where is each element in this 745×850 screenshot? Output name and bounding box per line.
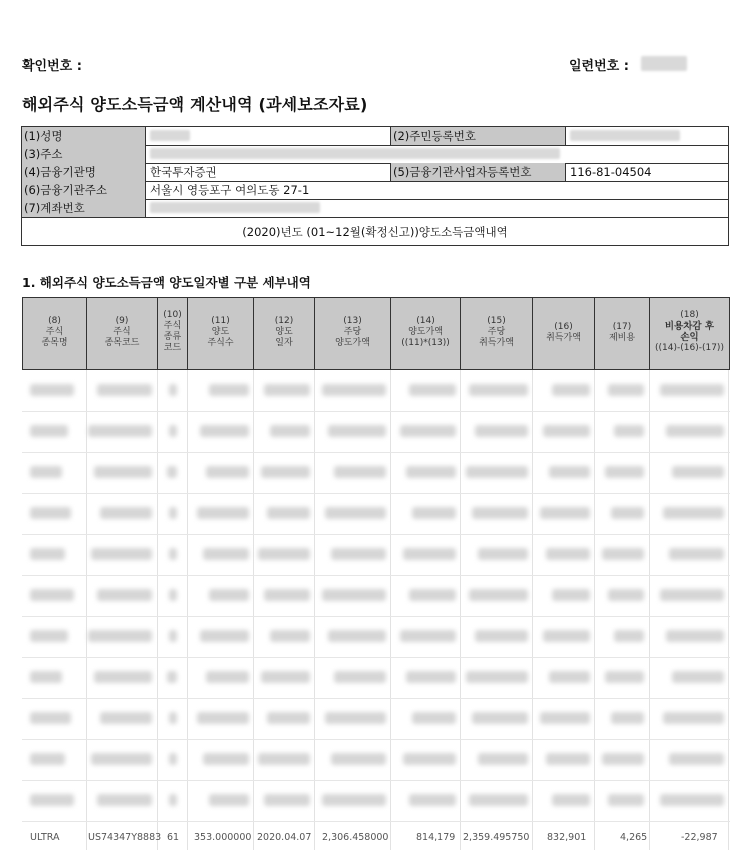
redacted-cell (605, 671, 644, 683)
redacted-cell (325, 507, 386, 519)
redacted-cell (197, 507, 249, 519)
redacted-cell (30, 671, 62, 683)
redacted-cell (549, 466, 590, 478)
redacted-cell (169, 712, 177, 724)
redacted-cell (197, 712, 249, 724)
table-header (22, 297, 730, 370)
redacted-cell (602, 753, 644, 765)
redacted-cell (400, 425, 456, 437)
redacted-cell (660, 589, 724, 601)
redacted-cell (611, 507, 644, 519)
col-header-pnl: (18) 비용차감 후 손익 ((14)-(16)-(17)) (655, 310, 724, 353)
redacted-cell (30, 589, 74, 601)
col-header-stock-name: (8) 주식 종목명 (23, 298, 87, 369)
redacted-cell (409, 589, 456, 601)
redacted-cell (400, 630, 456, 642)
address-value (146, 145, 728, 163)
redacted-row (22, 493, 730, 535)
redacted-cell (552, 794, 590, 806)
redacted-cell (203, 753, 249, 765)
redacted-cell (475, 630, 528, 642)
redacted-cell (261, 671, 310, 683)
redacted-cell (100, 712, 152, 724)
redacted-cell (478, 548, 528, 560)
col-header-cost: (16) 취득가액 (533, 298, 595, 369)
redacted-cell (331, 548, 386, 560)
redacted-cell (30, 712, 71, 724)
redacted-cell (169, 425, 177, 437)
inst-address-label: (6)금융기관주소 (22, 181, 146, 199)
redacted-cell (614, 425, 644, 437)
col-header-date: (12) 양도 일자 (254, 298, 315, 369)
redacted-cell (200, 630, 249, 642)
redacted-cell (608, 384, 644, 396)
redacted-row (22, 575, 730, 617)
redacted-cell (169, 507, 177, 519)
redacted-cell (322, 384, 386, 396)
redacted-row (22, 698, 730, 740)
redacted-row (22, 739, 730, 781)
col-header-unit-cost: (15) 주당 취득가액 (461, 298, 533, 369)
redacted-cell (270, 630, 310, 642)
redacted-cell (409, 794, 456, 806)
redacted-cell (672, 671, 724, 683)
redacted-cell (469, 794, 528, 806)
redacted-cell (30, 384, 74, 396)
cell-unit-cost: 2,359.495750 (463, 832, 530, 843)
redacted-cell (469, 384, 528, 396)
col-header-stock-type: (10) 주식 종류 코드 (158, 298, 188, 369)
table-body (22, 370, 730, 850)
redacted-cell (469, 589, 528, 601)
redacted-row (22, 657, 730, 699)
redacted-cell (666, 425, 724, 437)
redacted-cell (666, 630, 724, 642)
col-header-stock-code: (9) 주식 종목코드 (87, 298, 158, 369)
redacted-cell (663, 712, 724, 724)
redacted-cell (660, 794, 724, 806)
redacted-cell (94, 671, 152, 683)
cell-cost: 832,901 (547, 832, 587, 843)
redacted-cell (97, 384, 152, 396)
redacted-cell (169, 753, 177, 765)
redacted-cell (203, 548, 249, 560)
redacted-cell (169, 548, 177, 560)
redacted-cell (406, 466, 456, 478)
table-row (22, 828, 730, 848)
redacted-row (22, 452, 730, 494)
redacted-cell (91, 548, 152, 560)
redacted-cell (543, 630, 590, 642)
redacted-cell (611, 712, 644, 724)
cell-stock-code: US74347Y8883 (88, 832, 162, 843)
redacted-cell (403, 548, 456, 560)
redacted-cell (540, 507, 590, 519)
account-value (146, 199, 728, 217)
redacted-cell (209, 794, 249, 806)
institution-value: 한국투자증권 (150, 165, 217, 179)
col-header-fees: (17) 제비용 (595, 298, 650, 369)
period-caption: (2020)년도 (01~12월(확정신고))양도소득금액내역 (242, 225, 508, 239)
redacted-cell (466, 671, 528, 683)
redacted-cell (209, 384, 249, 396)
info-row-inst-address (22, 181, 728, 200)
confirm-number-label: 확인번호 : (22, 59, 82, 74)
redacted-cell (167, 466, 177, 478)
redacted-cell (406, 671, 456, 683)
name-value (146, 127, 390, 145)
redacted-rrn (570, 130, 680, 141)
cell-stock-name: ULTRA (30, 832, 60, 843)
info-row-account (22, 199, 728, 218)
col-header-unit-sale: (13) 주당 양도가액 (315, 298, 391, 369)
redacted-cell (663, 507, 724, 519)
redacted-cell (546, 753, 590, 765)
redacted-row (22, 616, 730, 658)
redacted-cell (403, 753, 456, 765)
redacted-cell (169, 794, 177, 806)
redacted-cell (169, 589, 177, 601)
redacted-cell (552, 384, 590, 396)
redacted-cell (30, 425, 68, 437)
redacted-cell (669, 548, 724, 560)
redacted-cell (169, 630, 177, 642)
cell-fees: 4,265 (620, 832, 648, 843)
redacted-cell (549, 671, 590, 683)
redacted-cell (267, 507, 310, 519)
col-header-sale: (14) 양도가액 ((11)*(13)) (391, 298, 461, 369)
biz-no-value: 116-81-04504 (570, 165, 652, 179)
redacted-cell (270, 425, 310, 437)
redacted-name (150, 130, 190, 141)
redacted-cell (552, 589, 590, 601)
redacted-cell (472, 507, 528, 519)
redacted-cell (334, 671, 386, 683)
info-row-name (22, 127, 728, 146)
redacted-cell (475, 425, 528, 437)
redacted-cell (167, 671, 177, 683)
redacted-cell (30, 794, 74, 806)
redacted-row (22, 411, 730, 453)
cell-pnl: -22,987 (681, 832, 718, 843)
redacted-cell (264, 384, 310, 396)
redacted-cell (608, 794, 644, 806)
redacted-cell (546, 548, 590, 560)
redacted-cell (200, 425, 249, 437)
info-row-institution (22, 163, 728, 182)
redacted-cell (331, 753, 386, 765)
redacted-cell (30, 507, 71, 519)
section-1-title: 1. 해외주식 양도소득금액 양도일자별 구분 세부내역 (22, 275, 311, 290)
redacted-cell (322, 794, 386, 806)
cell-sale: 814,179 (416, 832, 456, 843)
institution-label: (4)금융기관명 (22, 163, 146, 181)
redacted-address (150, 148, 560, 159)
redacted-cell (88, 630, 152, 642)
redacted-cell (478, 753, 528, 765)
cell-stock-type: 61 (167, 832, 180, 843)
redacted-cell (472, 712, 528, 724)
redacted-cell (267, 712, 310, 724)
redacted-cell (100, 507, 152, 519)
redacted-row (22, 780, 730, 822)
redacted-cell (91, 753, 152, 765)
address-label: (3)주소 (22, 145, 146, 163)
redacted-cell (334, 466, 386, 478)
rrn-value (566, 127, 728, 145)
redacted-cell (258, 753, 310, 765)
cell-qty: 353.000000 (194, 832, 252, 843)
redacted-cell (264, 589, 310, 601)
redacted-cell (602, 548, 644, 560)
redacted-account (150, 202, 320, 213)
inst-address-value: 서울시 영등포구 여의도동 27-1 (150, 183, 310, 197)
info-row-address (22, 145, 728, 164)
redacted-row (22, 534, 730, 576)
redacted-cell (169, 384, 177, 396)
info-box (21, 126, 729, 246)
account-label: (7)계좌번호 (22, 199, 146, 217)
redacted-cell (660, 384, 724, 396)
redacted-cell (30, 753, 65, 765)
redacted-cell (543, 425, 590, 437)
redacted-cell (672, 466, 724, 478)
redacted-cell (669, 753, 724, 765)
redacted-cell (605, 466, 644, 478)
biz-no-label: (5)금융기관사업자등록번호 (390, 163, 566, 181)
redacted-cell (97, 589, 152, 601)
redacted-cell (325, 712, 386, 724)
redacted-cell (409, 384, 456, 396)
redacted-cell (466, 466, 528, 478)
redacted-cell (412, 507, 456, 519)
redacted-row (22, 370, 730, 412)
redacted-cell (88, 425, 152, 437)
serial-number-label: 일련번호 : (569, 59, 629, 74)
redacted-cell (30, 548, 65, 560)
cell-date: 2020.04.07 (257, 832, 312, 843)
redacted-cell (328, 630, 386, 642)
cell-unit-sale: 2,306.458000 (322, 832, 389, 843)
redacted-cell (608, 589, 644, 601)
rrn-label: (2)주민등록번호 (390, 127, 566, 145)
redacted-cell (97, 794, 152, 806)
redacted-cell (209, 589, 249, 601)
redacted-cell (614, 630, 644, 642)
redacted-cell (258, 548, 310, 560)
document-title: 해외주식 양도소득금액 계산내역 (과세보조자료) (22, 95, 368, 114)
name-label: (1)성명 (22, 127, 146, 145)
redacted-cell (206, 466, 249, 478)
col-header-qty: (11) 양도 주식수 (188, 298, 254, 369)
redacted-cell (30, 630, 68, 642)
redacted-cell (322, 589, 386, 601)
redacted-cell (261, 466, 310, 478)
redacted-serial (641, 56, 687, 71)
redacted-cell (264, 794, 310, 806)
redacted-cell (328, 425, 386, 437)
redacted-cell (540, 712, 590, 724)
redacted-cell (30, 466, 62, 478)
redacted-cell (412, 712, 456, 724)
redacted-cell (206, 671, 249, 683)
redacted-cell (94, 466, 152, 478)
